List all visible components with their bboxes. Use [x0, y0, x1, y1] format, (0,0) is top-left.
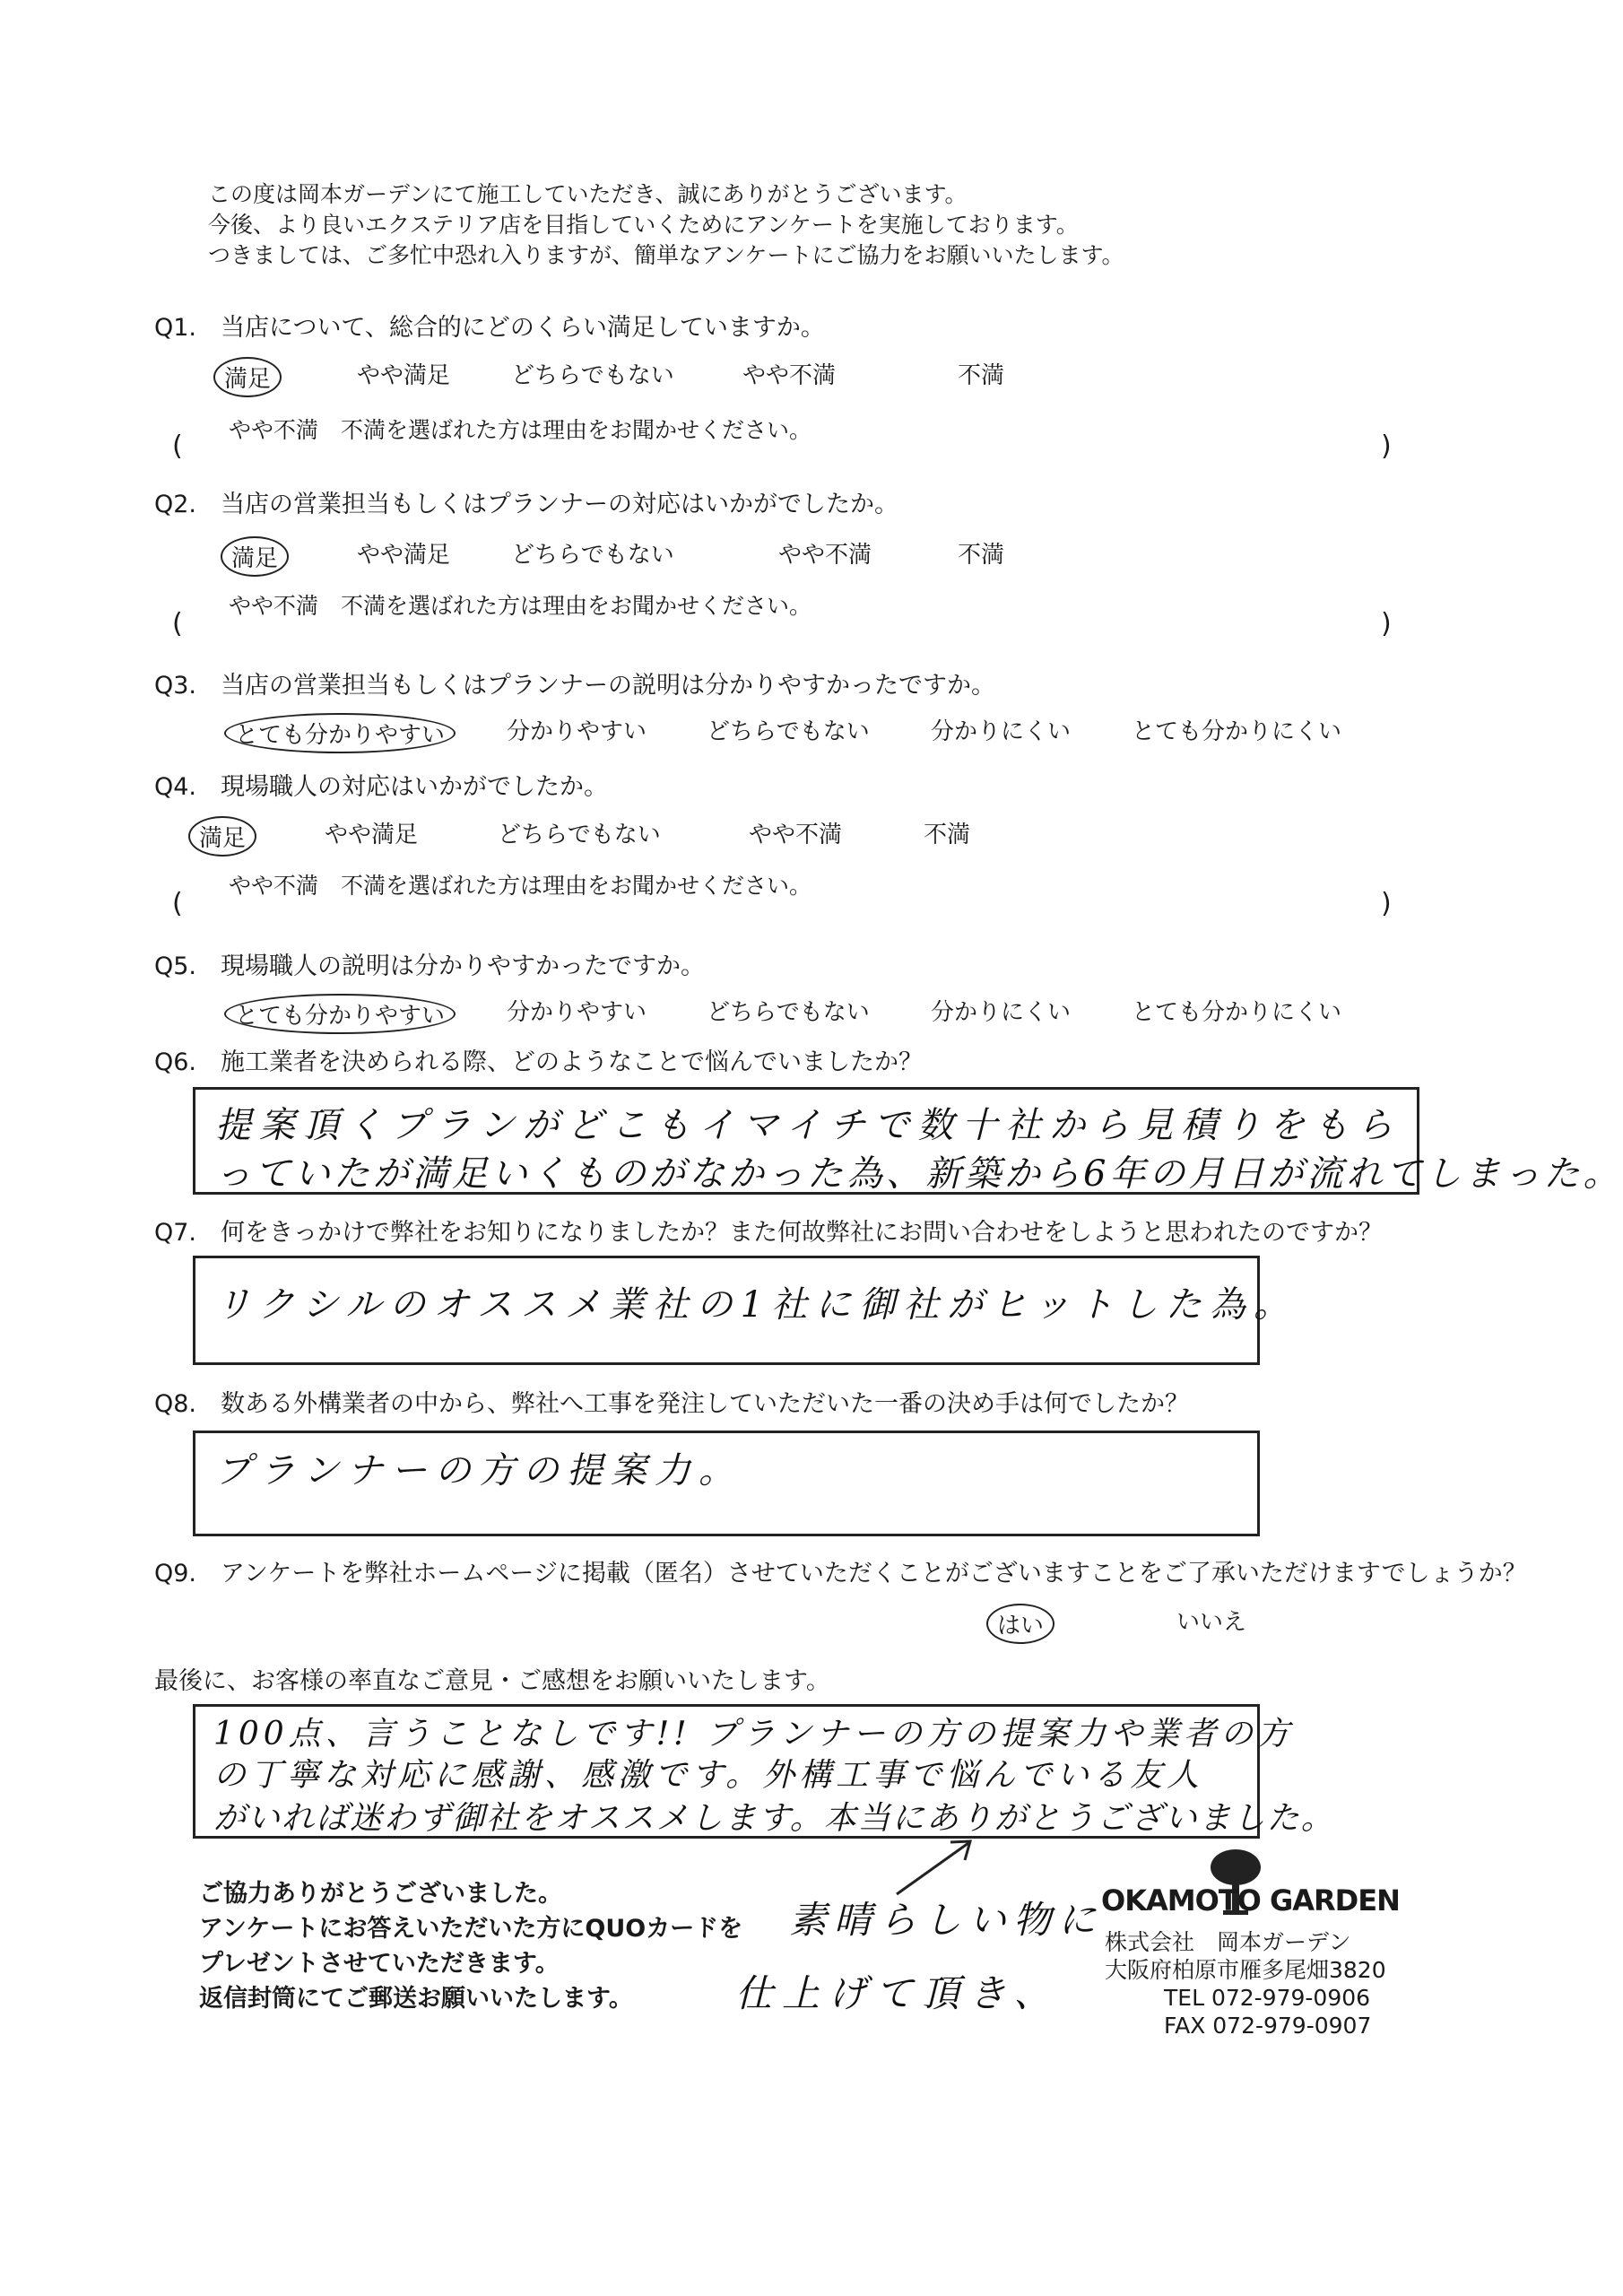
q3-option-hard[interactable]: 分かりにくい	[931, 718, 1072, 745]
q8-number: Q8.	[154, 1390, 197, 1418]
q1-paren-open: (	[172, 430, 183, 462]
q1-option-yaya-manzoku[interactable]: やや満足	[357, 362, 451, 389]
q4-option-neutral[interactable]: どちらでもない	[498, 822, 661, 848]
intro-line: つきましては、ご多忙中恐れ入りますが、簡単なアンケートにご協力をお願いいたします。	[208, 242, 1124, 268]
q5-option-very-hard[interactable]: とても分かりにくい	[1132, 999, 1342, 1026]
q4-paren-close: )	[1381, 888, 1392, 919]
q3-options	[0, 713, 1623, 749]
q9-question	[154, 1553, 1527, 1588]
q8-question	[154, 1384, 1189, 1419]
company-address: 大阪府柏原市雁多尾畑3820	[1105, 1957, 1386, 1983]
q2-number: Q2.	[154, 491, 197, 518]
final-comment-line: 100点、言うことなしです!! プランナーの方の提案力や業者の方	[213, 1716, 1295, 1752]
q5-question	[154, 946, 705, 981]
q4-text: 現場職人の対応はいかがでしたか。	[221, 773, 608, 801]
q2-paren-close: )	[1381, 608, 1392, 639]
q5-option-easy[interactable]: 分かりやすい	[507, 999, 647, 1026]
q3-option-neutral[interactable]: どちらでもない	[707, 718, 870, 745]
q6-answer-line: っていたが満足いくものがなかった為、新築から6年の月日が流れてしまった。	[215, 1153, 1623, 1195]
q9-number: Q9.	[154, 1560, 197, 1587]
q6-text: 施工業者を決められる際、どのようなことで悩んでいましたか？	[221, 1048, 923, 1076]
q5-option-hard[interactable]: 分かりにくい	[931, 999, 1072, 1026]
q1-paren-close: )	[1381, 430, 1392, 462]
q1-options	[0, 357, 1623, 393]
q2-option-yaya-manzoku[interactable]: やや満足	[357, 542, 451, 569]
company-fax: FAX 072-979-0907	[1164, 2013, 1372, 2039]
footer-message	[199, 1876, 742, 2016]
q4-option-manzoku[interactable]: 満足	[188, 816, 256, 857]
logo-text: OKAMOTO GARDEN	[1101, 1883, 1400, 1918]
q2-question	[154, 484, 898, 519]
company-logo	[1101, 1848, 1400, 1919]
q3-number: Q3.	[154, 672, 197, 700]
company-name: 株式会社 岡本ガーデン	[1105, 1929, 1351, 1955]
q2-options	[0, 536, 1623, 572]
q2-option-fuman[interactable]: 不満	[958, 542, 1005, 569]
q5-options	[0, 994, 1623, 1030]
q4-paren-open: (	[172, 888, 183, 919]
intro-text	[208, 179, 1124, 271]
q1-option-neutral[interactable]: どちらでもない	[511, 362, 674, 389]
footer-line: プレゼントさせていただきます。	[199, 1950, 560, 1978]
q6-answer-line: 提案頂くプランがどこもイマイチで数十社から見積りをもら	[215, 1105, 1402, 1146]
q4-number: Q4.	[154, 773, 197, 801]
handwritten-note-line: 素晴らしい物に	[789, 1898, 1104, 1942]
q7-question	[154, 1213, 1383, 1248]
q1-number: Q1.	[154, 314, 197, 342]
q1-option-fuman[interactable]: 不満	[958, 362, 1005, 389]
q8-text: 数ある外構業者の中から、弊社へ工事を発注していただいた一番の決め手は何でしたか？	[221, 1390, 1189, 1418]
final-comment-prompt: 最後に、お客様の率直なご意見・ご感想をお願いいたします。	[154, 1667, 830, 1695]
final-comment-line: の丁寧な対応に感謝、感激です。外構工事で悩んでいる友人	[213, 1757, 1204, 1794]
q6-answer-box[interactable]	[193, 1087, 1623, 1195]
q1-text: 当店について、総合的にどのくらい満足していますか。	[221, 314, 825, 342]
q4-option-yaya-manzoku[interactable]: やや満足	[325, 822, 419, 848]
q3-option-easy[interactable]: 分かりやすい	[507, 718, 647, 745]
handwritten-note-line: 仕上げて頂き、	[735, 1971, 1061, 2015]
q4-reason-prompt: やや不満 不満を選ばれた方は理由をお聞かせください。	[229, 873, 812, 899]
footer-line: ご協力ありがとうございました。	[199, 1880, 562, 1908]
q1-option-manzoku[interactable]: 満足	[213, 357, 282, 397]
company-tel: TEL 072-979-0906	[1164, 1985, 1371, 2011]
footer-line: アンケートにお答えいただいた方にQUOカードを	[199, 1915, 743, 1943]
q9-text: アンケートを弊社ホームページに掲載（匿名）させていただくことがございますことをご了承いただけますでしょうか？	[221, 1560, 1527, 1587]
q5-text: 現場職人の説明は分かりやすかったですか。	[221, 952, 705, 980]
q2-option-yaya-fuman[interactable]: やや不満	[778, 542, 872, 569]
q3-question	[154, 665, 995, 700]
final-comment-box[interactable]	[193, 1704, 1335, 1839]
q3-text: 当店の営業担当もしくはプランナーの説明は分かりやすかったですか。	[221, 672, 995, 700]
q9-option-yes[interactable]: はい	[986, 1604, 1055, 1644]
q2-text: 当店の営業担当もしくはプランナーの対応はいかがでしたか。	[221, 491, 898, 518]
q3-option-very-hard[interactable]: とても分かりにくい	[1132, 718, 1342, 745]
q2-option-neutral[interactable]: どちらでもない	[511, 542, 674, 569]
q9-options	[0, 1604, 1623, 1639]
q2-paren-open: (	[172, 608, 183, 639]
q2-option-manzoku[interactable]: 満足	[221, 536, 289, 577]
q3-option-very-easy[interactable]: とても分かりやすい	[224, 713, 456, 753]
q7-number: Q7.	[154, 1219, 197, 1247]
q6-number: Q6.	[154, 1048, 197, 1076]
q5-option-neutral[interactable]: どちらでもない	[707, 999, 870, 1026]
q7-text: 何をきっかけで弊社をお知りになりましたか？また何故弊社にお問い合わせをしようと思われたのですか？	[221, 1219, 1383, 1247]
q4-question	[154, 767, 608, 802]
intro-line: この度は岡本ガーデンにて施工していただき、誠にありがとうございます。	[208, 181, 968, 207]
q2-reason-prompt: やや不満 不満を選ばれた方は理由をお聞かせください。	[229, 593, 812, 619]
intro-line: 今後、より良いエクステリア店を目指していくためにアンケートを実施しております。	[208, 212, 1079, 238]
q4-option-fuman[interactable]: 不満	[924, 822, 971, 848]
q6-question	[154, 1042, 923, 1077]
q1-reason-prompt: やや不満 不満を選ばれた方は理由をお聞かせください。	[229, 417, 812, 443]
footer-line: 返信封筒にてご郵送お願いいたします。	[199, 1985, 633, 2013]
q7-answer-box[interactable]	[193, 1256, 1298, 1365]
q1-question	[154, 308, 825, 343]
q1-option-yaya-fuman[interactable]: やや不満	[742, 362, 837, 389]
q9-option-no[interactable]: いいえ	[1176, 1609, 1247, 1636]
q5-option-very-easy[interactable]: とても分かりやすい	[224, 994, 456, 1034]
q4-options	[0, 816, 1623, 852]
q4-option-yaya-fuman[interactable]: やや不満	[749, 822, 843, 848]
q8-answer: プランナーの方の提案力。	[215, 1450, 742, 1492]
company-info	[1105, 1928, 1386, 2039]
final-comment-line: がいれば迷わず御社をオススメします。本当にありがとうございました。	[213, 1800, 1335, 1837]
q8-answer-box[interactable]	[193, 1431, 1260, 1536]
q5-number: Q5.	[154, 952, 197, 980]
q7-answer: リクシルのオススメ業社の1社に御社がヒットした為。	[215, 1284, 1298, 1326]
